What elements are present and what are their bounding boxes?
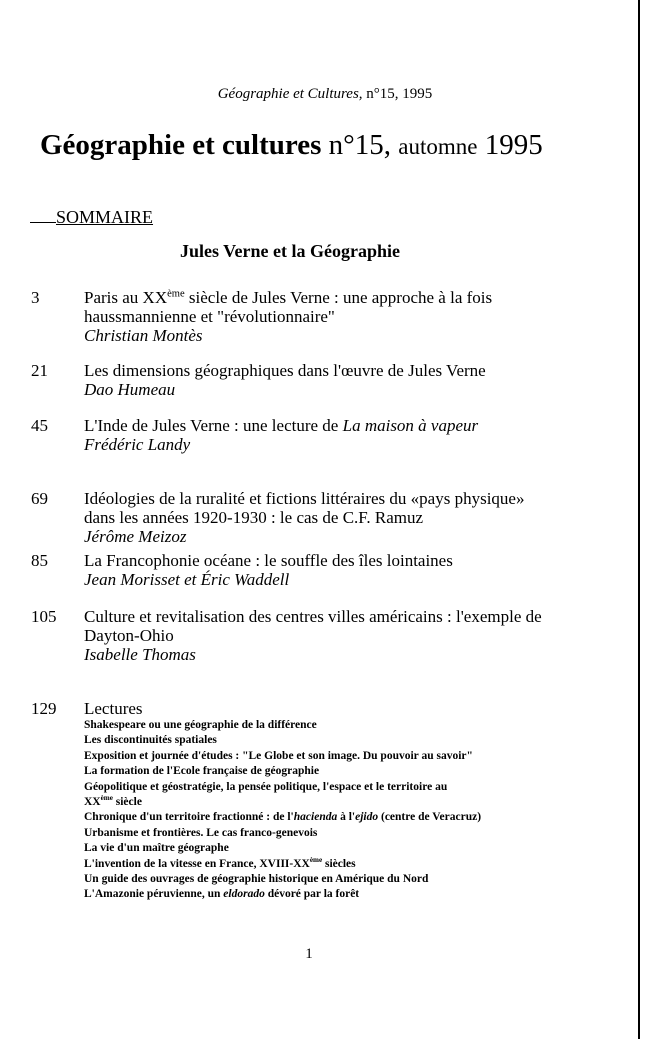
list-item: Chronique d'un territoire fractionné : de l'hacienda à l'ejido (centre de Veracruz) [84, 811, 482, 824]
list-item: Exposition et journée d'études : "Le Globe et son image. Du pouvoir au savoir" [84, 749, 473, 762]
title-number: n°15, [328, 129, 391, 161]
toc-page-number: 85 [31, 551, 48, 570]
toc-entry-body [84, 416, 554, 454]
toc-page-number: 105 [31, 607, 57, 626]
article-author: Frédéric Landy [84, 435, 191, 454]
sommaire-rule [30, 222, 56, 223]
toc-page-number: 3 [31, 288, 40, 307]
article-author: Jean Morisset et Éric Waddell [84, 570, 290, 589]
article-title: La Francophonie océane : le souffle des îles lointaines [84, 551, 453, 570]
article-author: Dao Humeau [84, 380, 176, 399]
toc-page-number: 21 [31, 361, 48, 380]
title-journal: Géographie et cultures [40, 129, 322, 161]
toc-page-number: 69 [31, 489, 48, 508]
article-title: L'Inde de Jules Verne : une lecture de La maison à vapeur [84, 416, 479, 435]
page-title [40, 129, 543, 162]
toc-entry-body [84, 551, 554, 589]
article-author: Jérôme Meizoz [84, 527, 187, 546]
toc-entry-body [84, 489, 554, 546]
sommaire-heading [30, 207, 153, 228]
toc-entry-body [84, 288, 554, 345]
title-year: 1995 [484, 129, 543, 161]
lectures-heading: Lectures [84, 699, 143, 718]
list-item: Un guide des ouvrages de géographie historique en Amérique du Nord [84, 873, 429, 886]
page-number: 1 [305, 946, 313, 962]
title-season: automne [398, 134, 478, 159]
list-item: L'invention de la vitesse en France, XVIII-XXème siècles [84, 855, 356, 870]
article-title: Culture et revitalisation des centres villes américains : l'exemple de Dayton-Ohio [84, 607, 542, 645]
toc-page-number: 45 [31, 416, 48, 435]
article-title: Idéologies de la ruralité et fictions littéraires du «pays physique» dans les années 1920-1930 : le cas de C.F. Ramuz [84, 489, 525, 527]
list-item: Shakespeare ou une géographie de la différence [84, 719, 317, 731]
toc-entry-body [84, 607, 554, 664]
article-title: Paris au XXème siècle de Jules Verne : une approche à la fois haussmannienne et "révolutionnaire" [84, 288, 493, 326]
toc-entry-body [84, 361, 554, 399]
sommaire-label: SOMMAIRE [56, 207, 154, 227]
toc-page-number: 129 [31, 699, 57, 718]
running-head-issue: n°15, 1995 [366, 86, 433, 102]
lectures-list [84, 718, 554, 903]
list-item: L'Amazonie péruvienne, un eldorado dévoré par la forêt [84, 888, 360, 901]
list-item: La formation de l'Ecole française de géographie [84, 765, 320, 778]
list-item: XXème siècle [84, 794, 142, 809]
article-title-italic: La maison à vapeur [342, 416, 479, 435]
article-title: Les dimensions géographiques dans l'œuvre de Jules Verne [84, 361, 486, 380]
list-item: Géopolitique et géostratégie, la pensée politique, l'espace et le territoire au [84, 780, 448, 793]
list-item: La vie d'un maître géographe [84, 842, 229, 855]
running-head [0, 86, 650, 103]
list-item: Les discontinuités spatiales [84, 734, 217, 747]
article-author: Isabelle Thomas [84, 645, 196, 664]
issue-theme: Jules Verne et la Géographie [180, 241, 400, 261]
article-author: Christian Montès [84, 326, 203, 345]
running-head-journal: Géographie et Cultures, [217, 86, 363, 102]
scan-edge-line [638, 0, 640, 1039]
list-item: Urbanisme et frontières. Le cas franco-genevois [84, 826, 318, 839]
